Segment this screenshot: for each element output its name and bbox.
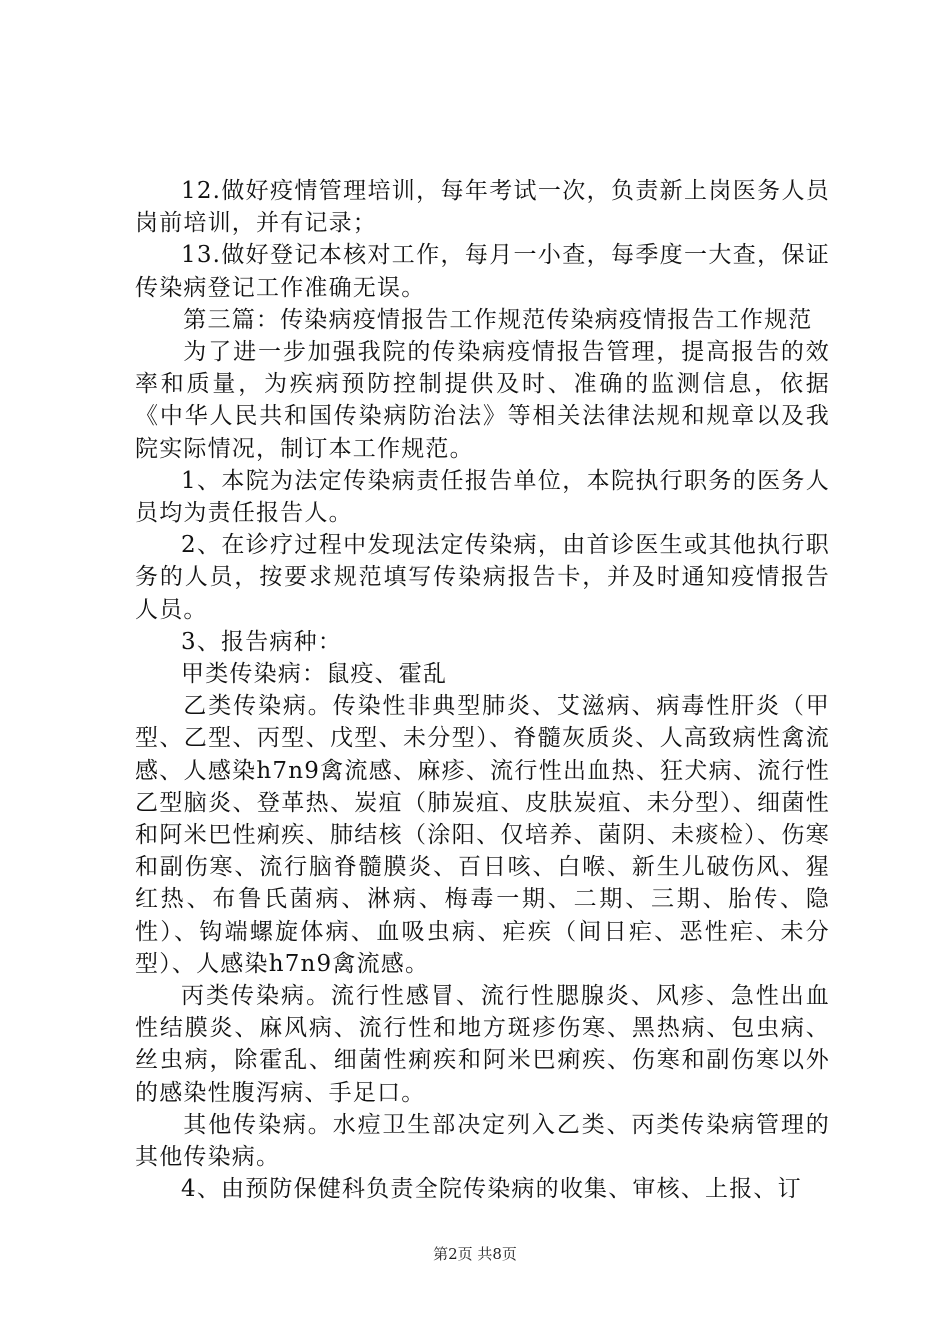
paragraph-item-4: 4、由预防保健科负责全院传染病的收集、审核、上报、订 [181,1176,802,1203]
paragraph-item-12: 12.做好疫情管理培训，每年考试一次，负责新上岗医务人员岗前培训，并有记录； [135,178,830,237]
other-diseases: 其他传染病。水痘卫生部决定列入乙类、丙类传染病管理的其他传染病。 [135,1111,830,1171]
intro-paragraph: 为了进一步加强我院的传染病疫情报告管理，提高报告的效率和质量，为疾病预防控制提供及时、准确的监测信息，依据《中华人民共和国传染病防治法》等相关法律法规和规章以及我院实际情况，制订本工作规范。 [135,339,830,462]
paragraph-item-2: 2、在诊疗过程中发现法定传染病，由首诊医生或其他执行职务的人员，按要求规范填写传染病报告卡，并及时通知疫情报告人员。 [135,532,830,623]
paragraph-item-13: 13.做好登记本核对工作，每月一小查，每季度一大查，保证传染病登记工作准确无误。 [135,242,830,301]
paragraph-item-3: 3、报告病种： [181,628,343,655]
page-footer: 第2页 共8页 [433,1245,517,1263]
class-a-diseases: 甲类传染病：鼠疫、霍乱 [181,661,448,688]
document-body [135,175,830,1206]
class-c-diseases: 丙类传染病。流行性感冒、流行性腮腺炎、风疹、急性出血性结膜炎、麻风病、流行性和地方斑疹伤寒、黑热病、包虫病、丝虫病，除霍乱、细菌性痢疾和阿米巴痢疾、伤寒和副伤寒以外的感染性腹泻病、手足口。 [135,983,830,1106]
paragraph-item-1: 1、本院为法定传染病责任报告单位，本院执行职务的医务人员均为责任报告人。 [135,467,830,527]
section-heading: 第三篇：传染病疫情报告工作规范传染病疫情报告工作规范 [183,306,813,333]
class-b-diseases: 乙类传染病。传染性非典型肺炎、艾滋病、病毒性肝炎（甲型、乙型、丙型、戊型、未分型）、脊髓灰质炎、人高致病性禽流感、人感染h7n9禽流感、麻疹、流行性出血热、狂犬病、流行性乙型脑炎、登革热、炭疽（肺炭疽、皮肤炭疽、未分型）、细菌性和阿米巴性痢疾、肺结核（涂阳、仅培养、菌阴、未痰检）、伤寒和副伤寒、流行脑脊髓膜炎、百日咳、白喉、新生儿破伤风、猩红热、布鲁氏菌病、淋病、梅毒一期、二期、三期、胎传、隐性）、钩端螺旋体病、血吸虫病、疟疾（间日疟、恶性疟、未分型）、人感染h7n9禽流感。 [135,693,830,977]
